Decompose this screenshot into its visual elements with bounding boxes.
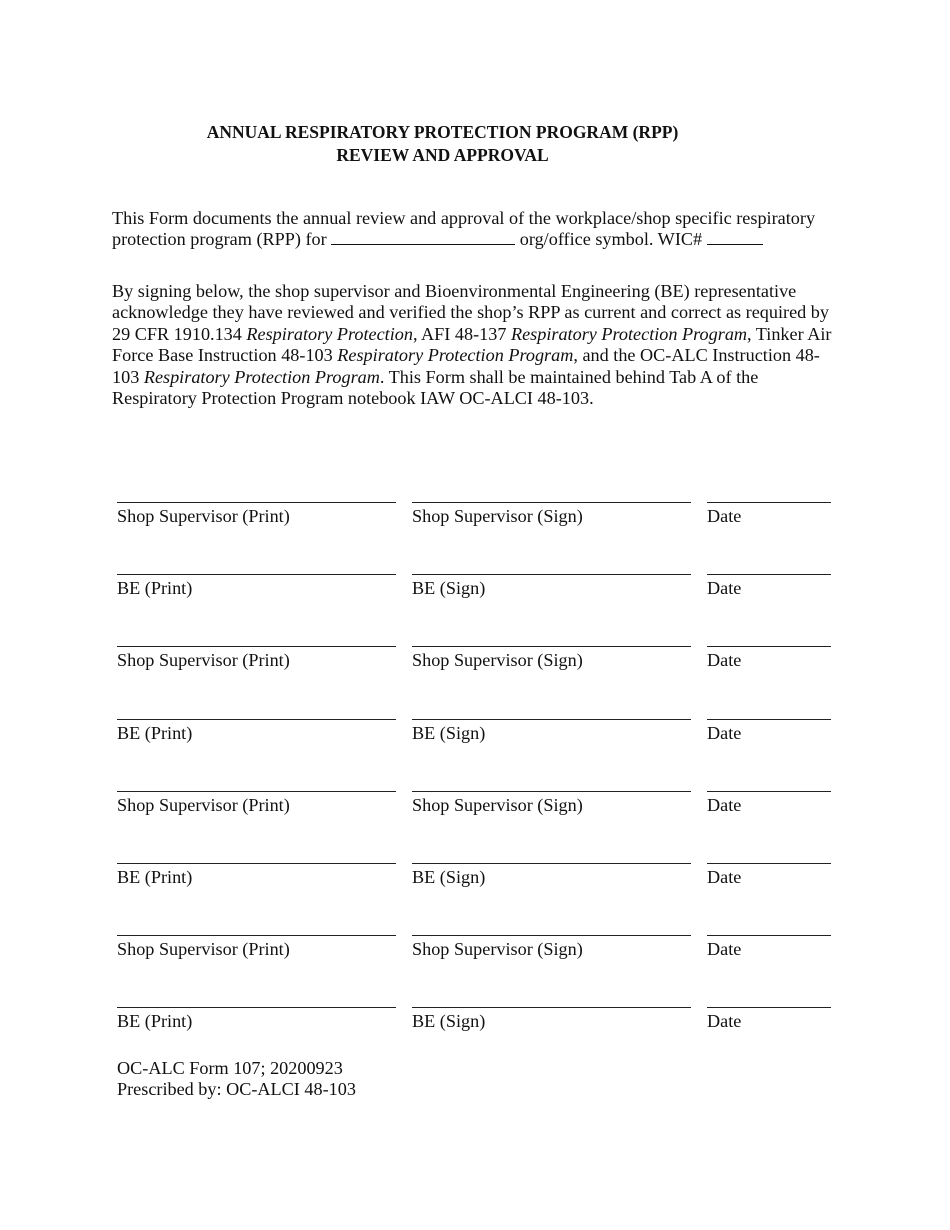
date-field[interactable]: Date xyxy=(707,719,831,744)
signature-row xyxy=(0,915,950,987)
print-name-field[interactable]: Shop Supervisor (Print) xyxy=(117,791,396,816)
print-name-field[interactable]: Shop Supervisor (Print) xyxy=(117,646,396,671)
date-field[interactable]: Date xyxy=(707,646,831,671)
date-field[interactable]: Date xyxy=(707,935,831,960)
signature-field[interactable]: BE (Sign) xyxy=(412,863,691,888)
org-office-symbol-blank[interactable] xyxy=(331,230,515,245)
signature-field[interactable]: Shop Supervisor (Sign) xyxy=(412,791,691,816)
form-footer xyxy=(117,1058,356,1100)
print-name-field[interactable]: Shop Supervisor (Print) xyxy=(117,502,396,527)
statement-paragraph xyxy=(112,281,842,409)
signature-row xyxy=(0,843,950,915)
signature-field[interactable]: Shop Supervisor (Sign) xyxy=(412,502,691,527)
statement-text: , AFI 48-137 xyxy=(412,323,511,344)
signature-row xyxy=(0,554,950,626)
intro-text-a: This Form documents the annual review and approval of the workplace/shop specific respiratory protection program (RPP) for xyxy=(112,208,816,250)
signature-field[interactable]: BE (Sign) xyxy=(412,1007,691,1032)
signature-field[interactable]: BE (Sign) xyxy=(412,719,691,744)
print-name-field[interactable]: Shop Supervisor (Print) xyxy=(117,935,396,960)
form-title-line-1: ANNUAL RESPIRATORY PROTECTION PROGRAM (RPP) xyxy=(206,122,679,142)
signature-field[interactable]: Shop Supervisor (Sign) xyxy=(412,935,691,960)
print-name-field[interactable]: BE (Print) xyxy=(117,574,396,599)
statement-text: By signing below, the shop supervisor and Bioenvironmental Engineering (BE) representative acknowledge they have reviewed and verified the shop’s RPP as current and correct as required by 29 CFR 1910.134 xyxy=(112,281,829,344)
statement-italic-title: Respiratory Protection Program xyxy=(510,323,748,344)
statement-text: . This Form shall be maintained behind Tab A of the Respiratory Protection Program notebook IAW OC-ALCI 48-103. xyxy=(112,366,759,409)
statement-italic-title: Respiratory Protection Program xyxy=(143,366,380,387)
prescribed-by: Prescribed by: OC-ALCI 48-103 xyxy=(117,1079,356,1099)
date-field[interactable]: Date xyxy=(707,1007,831,1032)
print-name-field[interactable]: BE (Print) xyxy=(117,719,396,744)
date-field[interactable]: Date xyxy=(707,502,831,527)
statement-italic-title: Respiratory Protection Program xyxy=(337,345,574,366)
signature-field[interactable]: Shop Supervisor (Sign) xyxy=(412,646,691,671)
statement-text: , and the OC-ALC Instruction 48-103 xyxy=(112,345,820,387)
intro-paragraph xyxy=(112,208,842,251)
signature-row xyxy=(0,771,950,843)
date-field[interactable]: Date xyxy=(707,574,831,599)
form-title xyxy=(0,121,885,167)
signature-block xyxy=(0,482,950,1060)
date-field[interactable]: Date xyxy=(707,863,831,888)
signature-row xyxy=(0,482,950,554)
signature-row xyxy=(0,626,950,698)
print-name-field[interactable]: BE (Print) xyxy=(117,863,396,888)
signature-row xyxy=(0,699,950,771)
signature-row xyxy=(0,987,950,1059)
form-title-line-2: REVIEW AND APPROVAL xyxy=(336,145,549,165)
intro-text-b: org/office symbol. WIC# xyxy=(515,229,707,250)
print-name-field[interactable]: BE (Print) xyxy=(117,1007,396,1032)
wic-number-blank[interactable] xyxy=(707,230,763,245)
statement-text: , Tinker Air Force Base Instruction 48-103 xyxy=(112,323,832,366)
form-number: OC-ALC Form 107; 20200923 xyxy=(117,1058,343,1078)
signature-field[interactable]: BE (Sign) xyxy=(412,574,691,599)
date-field[interactable]: Date xyxy=(707,791,831,816)
statement-italic-title: Respiratory Protection xyxy=(246,323,413,344)
